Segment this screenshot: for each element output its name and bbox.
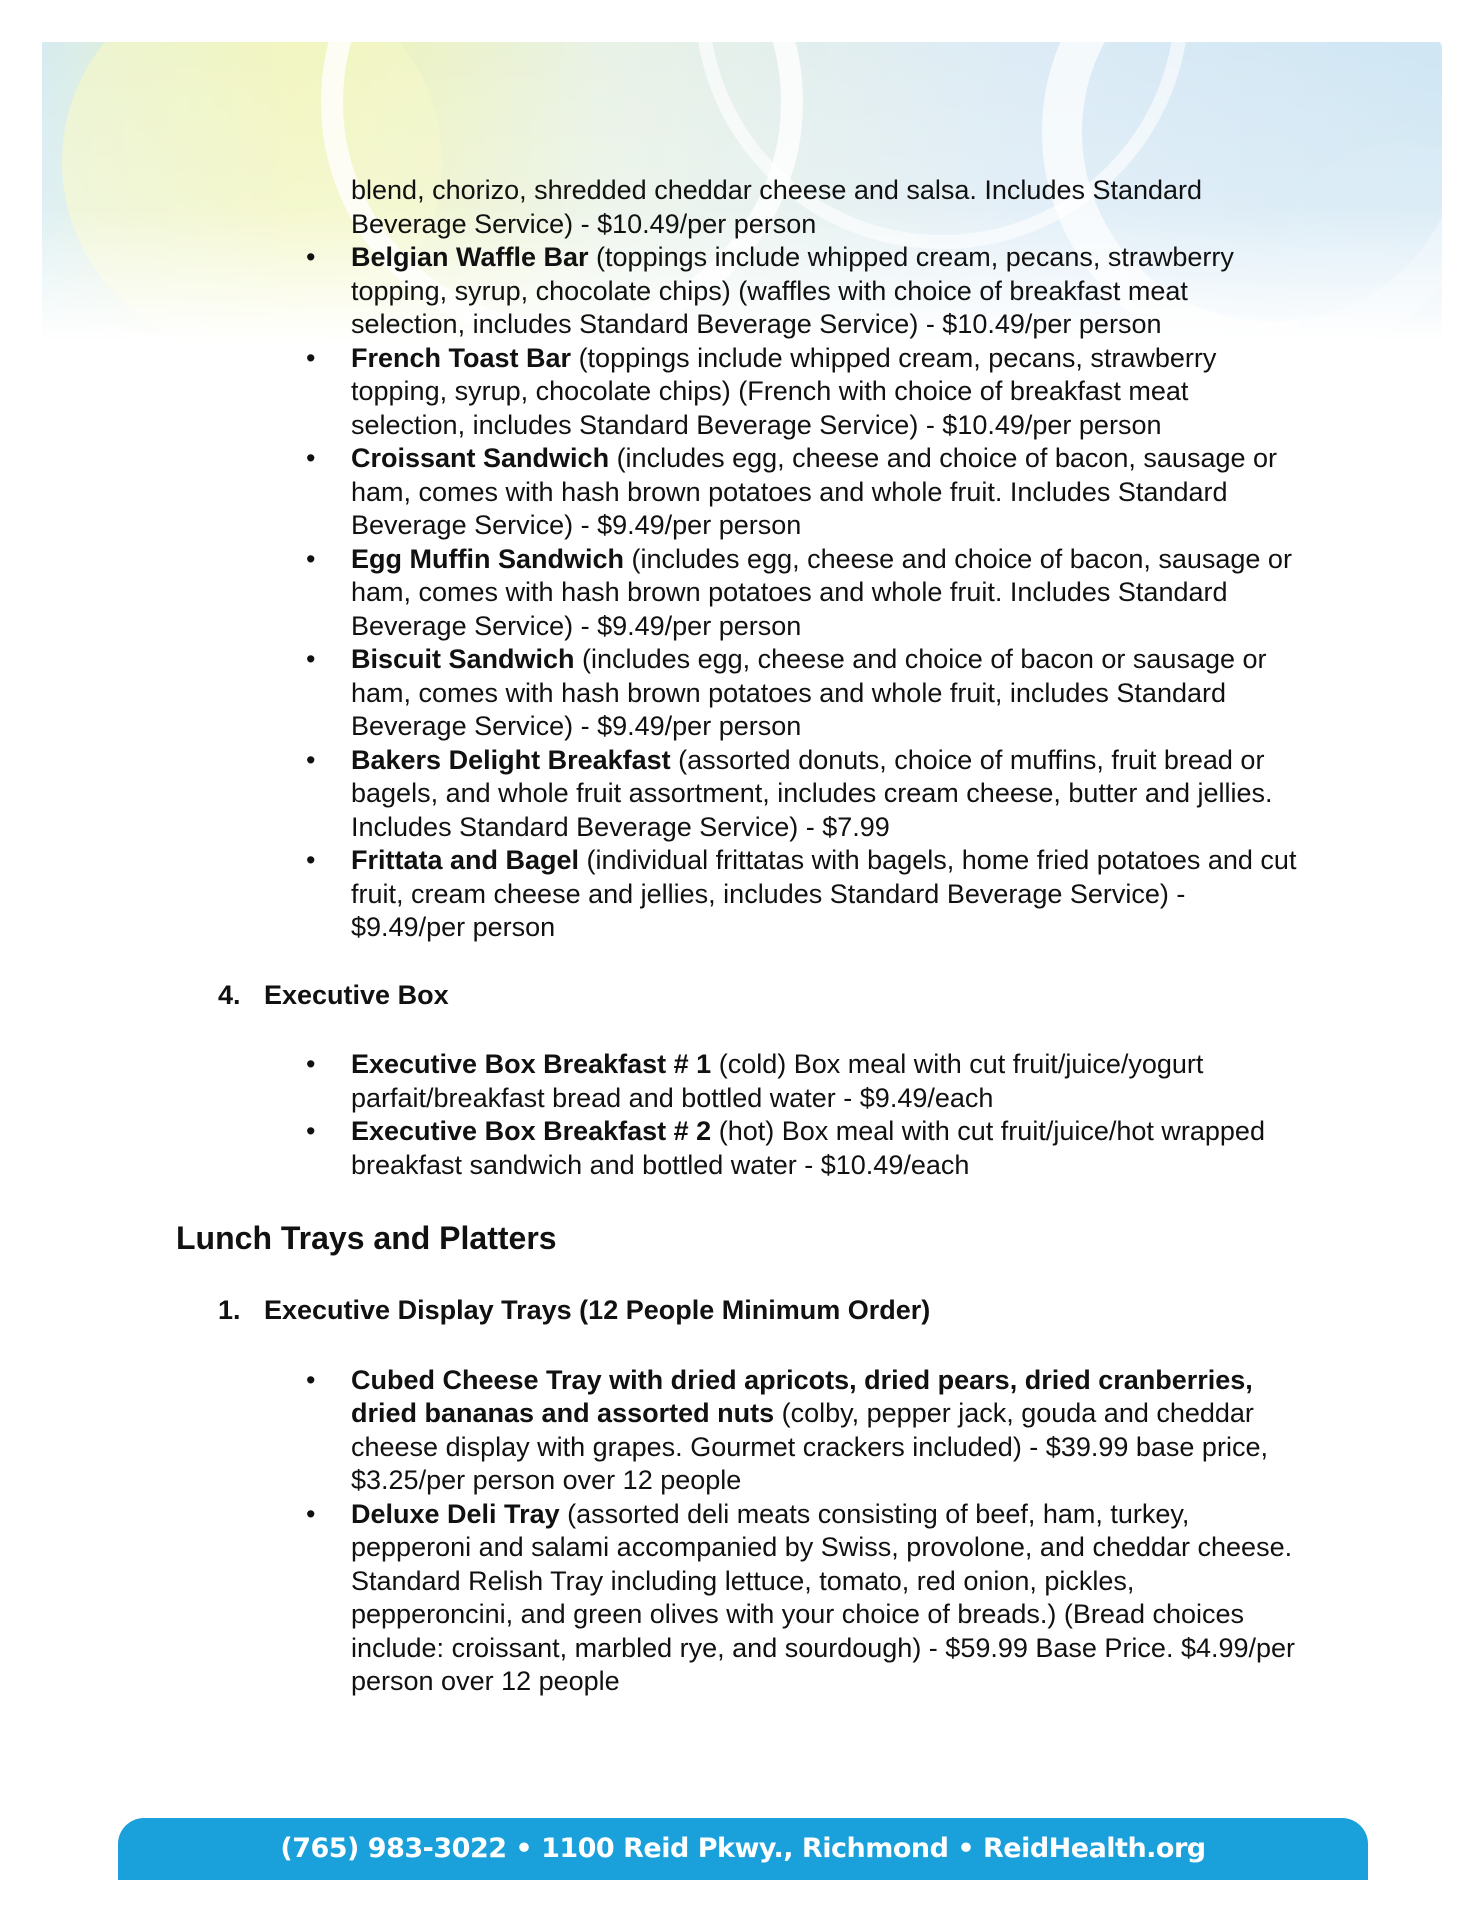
section-number: 1. — [218, 1295, 241, 1325]
item-name: Egg Muffin Sandwich — [351, 543, 624, 574]
list-item — [0, 1115, 1484, 1182]
bullet-icon: • — [306, 443, 316, 473]
item-name: Frittata and Bagel — [351, 845, 580, 875]
bullet-icon: • — [306, 543, 316, 574]
footer-contact-bar: (765) 983-3022 • 1100 Reid Pkwy., Richmond • ReidHealth.org — [118, 1818, 1368, 1880]
item-name: Executive Box Breakfast # 1 — [351, 1049, 712, 1079]
list-item — [0, 241, 1484, 342]
item-description: (cold) Box meal with cut fruit/juice/yogurt parfait/breakfast bread and bottled water - $9.49/each — [351, 1049, 1204, 1113]
item-description: (individual frittatas with bagels, home fried potatoes and cut fruit, cream cheese and jellies, includes Standard Beverage Service) - $9.49/per person — [351, 845, 1297, 942]
bullet-icon: • — [306, 342, 316, 373]
item-name: Cubed Cheese Tray with dried apricots, dried pears, dried cranberries, dried bananas and assorted nuts — [351, 1364, 1253, 1428]
item-name: Biscuit Sandwich — [351, 644, 575, 674]
item-description: (assorted donuts, choice of muffins, fruit bread or bagels, and whole fruit assortment, includes cream cheese, butter and jellies. Includes Standard Beverage Service) - $7.99 — [351, 744, 1273, 842]
bullet-icon: • — [306, 644, 316, 674]
bullet-icon: • — [306, 1498, 316, 1529]
item-description: (includes egg, cheese and choice of bacon, sausage or ham, comes with hash brown potatoes and whole fruit. Includes Standard Beverage Service) - $9.49/per person — [351, 543, 1292, 641]
executive-box-list — [0, 1048, 1484, 1182]
list-item — [0, 643, 1484, 744]
bullet-icon: • — [306, 242, 316, 272]
list-item — [0, 1498, 1484, 1699]
display-trays-list — [0, 1364, 1484, 1699]
bullet-icon: • — [306, 1364, 316, 1395]
item-description: (assorted deli meats consisting of beef, ham, turkey, pepperoni and salami accompanied by Swiss, provolone, and cheddar cheese. Standard Relish Tray including lettuce, tomato, red onion, pickles, pepperoncini, and green olives with your choice of breads.) (Bread choices include: croissant, marbled rye, and sourdough) - $59.99 Base Price. $4.99/per person over 12 people — [351, 1498, 1296, 1696]
item-name: Belgian Waffle Bar — [351, 242, 589, 272]
item-description: (colby, pepper jack, gouda and cheddar cheese display with grapes. Gourmet crackers included) - $39.99 base price, $3.25/per person over 12 people — [351, 1398, 1268, 1495]
list-item — [0, 442, 1484, 543]
bullet-icon: • — [306, 744, 316, 775]
item-name: Executive Box Breakfast # 2 — [351, 1116, 712, 1146]
item-name: Croissant Sandwich — [351, 443, 610, 473]
section-heading-text: Executive Display Trays (12 People Minimum Order) — [264, 1295, 931, 1325]
item-description: (hot) Box meal with cut fruit/juice/hot wrapped breakfast sandwich and bottled water - $10.49/each — [351, 1116, 1265, 1180]
list-item — [0, 1048, 1484, 1115]
executive-box-heading — [0, 979, 1484, 1013]
menu-content — [0, 174, 1484, 1699]
item-name: Deluxe Deli Tray — [351, 1498, 560, 1529]
list-item — [0, 744, 1484, 845]
item-description: (toppings include whipped cream, pecans, strawberry topping, syrup, chocolate chips) (French with choice of breakfast meat selection, includes Standard Beverage Service) - $10.49/per person — [351, 342, 1217, 440]
item-name: French Toast Bar — [351, 342, 572, 373]
item-description: (includes egg, cheese and choice of bacon or sausage or ham, comes with hash brown potatoes and whole fruit, includes Standard Beverage Service) - $9.49/per person — [351, 644, 1267, 741]
section-number: 4. — [218, 979, 241, 1010]
bullet-icon: • — [306, 845, 316, 875]
continued-item-text: blend, chorizo, shredded cheddar cheese and salsa. Includes Standard Beverage Service) - $10.49/per person — [351, 175, 1203, 239]
item-description: (toppings include whipped cream, pecans, strawberry topping, syrup, chocolate chips) (waffles with choice of breakfast meat selection, includes Standard Beverage Service) - $10.49/per person — [351, 242, 1234, 339]
item-description: (includes egg, cheese and choice of bacon, sausage or ham, comes with hash brown potatoes and whole fruit. Includes Standard Beverage Service) - $9.49/per person — [351, 443, 1278, 540]
lunch-section-title: Lunch Trays and Platters — [176, 1220, 557, 1256]
section-heading-text: Executive Box — [264, 979, 449, 1010]
list-item — [0, 342, 1484, 443]
display-trays-heading — [0, 1294, 1484, 1328]
item-name: Bakers Delight Breakfast — [351, 744, 671, 775]
list-item — [0, 1364, 1484, 1498]
bullet-icon: • — [306, 1116, 316, 1146]
breakfast-item-list — [0, 241, 1484, 945]
list-item — [0, 543, 1484, 644]
list-item — [0, 844, 1484, 945]
bullet-icon: • — [306, 1049, 316, 1079]
